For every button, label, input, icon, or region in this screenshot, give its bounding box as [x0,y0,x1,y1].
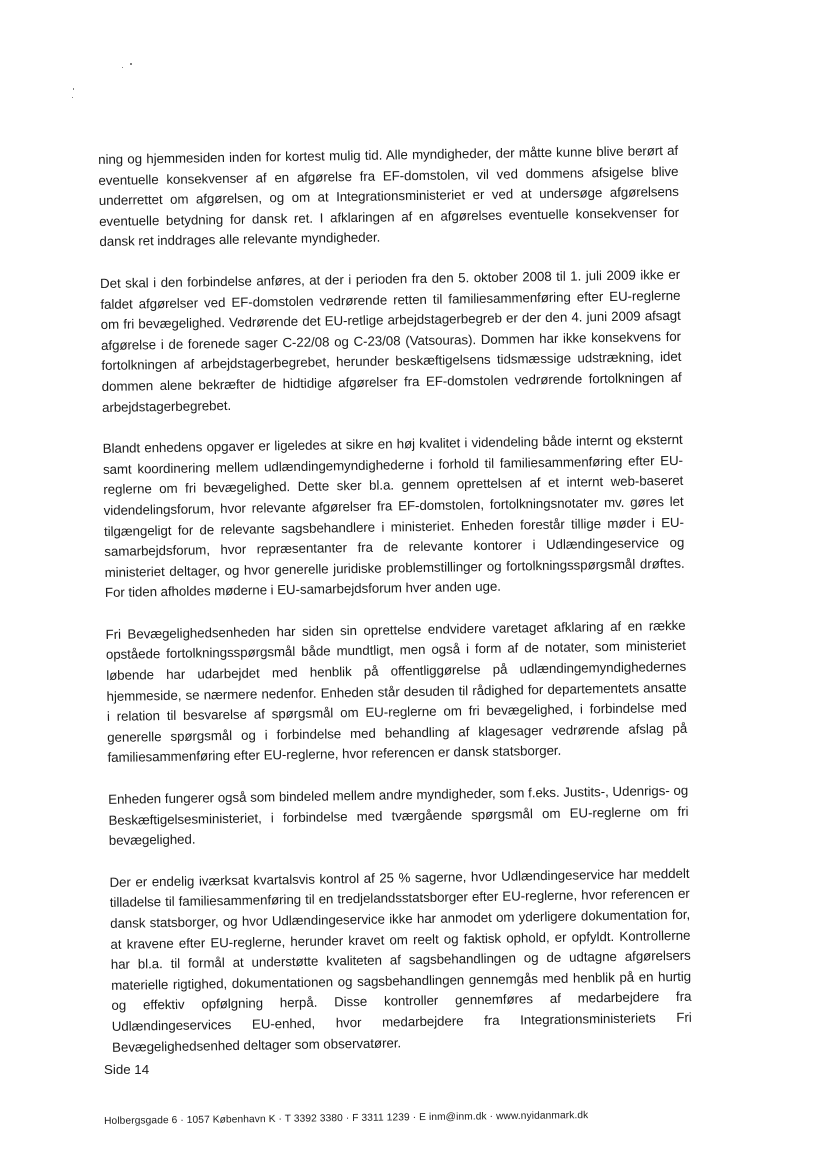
paragraph: ning og hjemmesiden inden for kortest mulig tid. Alle myndigheder, der måtte kunne blive berørt af eventuelle konsekvenser af en afgørelse fra EF-domstolen, vil ved dommens afsigelse blive underrettet om afgørelsen, og om at Integrationsministeriet er ved at undersøge afgørelsens eventuelle betydning for dansk ret. I afklaringen af en afgørelses eventuelle konsekvenser for dansk ret inddrages alle relevante myndigheder. [98,142,680,250]
page-number: Side 14 [104,1062,150,1077]
scan-speck [73,88,74,90]
paragraph: Det skal i den forbindelse anføres, at der i perioden fra den 5. oktober 2008 til 1. juli 2009 ikke er faldet afgørelser ved EF-domstolen vedrørende retten til familiesammenføring efter EU-reglerne om fri bevægelighed. Vedrørende det EU-retlige arbejdstagerbegreb er der den 4. juni 2009 afsagt afgørelse i de forenede sager C-22/08 og C-23/08 (Vatsouras). Dommen har ikke konsekvens for fortolkningen af arbejdstagerbegrebet, herunder beskæftigelsens tidsmæssige udstrækning, idet dommen alene bekræfter de hidtidige afgørelser fra EF-domstolen vedrørende fortolkningen af arbejdstagerbegrebet. [99,266,682,415]
scan-speck [122,67,123,68]
scan-speck [72,97,73,98]
footer-address: Holbergsgade 6 · 1057 København K · T 3392 3380 · F 3311 1239 · E inm@inm.dk · www.nyidanmark.dk [104,1110,589,1127]
paragraph: Der er endelig iværksat kvartalsvis kontrol af 25 % sagerne, hvor Udlændingeservice har meddelt tilladelse til familiesammenføring til en tredjelandsstatsborger efter EU-reglerne, hvor referencen er dansk statsborger, og hvor Udlændingeservice ikke har anmodet om yderligere dokumentation for, at kravene efter EU-reglerne, herunder kravet om reelt og faktisk ophold, er opfyldt. Kontrollerne har bl.a. til formål at understøtte kvaliteten af sagsbehandlingen og de udtagne afgørelsers materielle rigtighed, dokumentationen og sagsbehandlingen gennemgås med henblik på en hurtig og effektiv opfølgning herpå. Disse kontroller gennemføres af medarbejdere fra Udlændingeservices EU-enhed, hvor medarbejdere fra Integrationsministeriets Fri Bevægelighedsenhed deltager som observatører. [109,865,692,1055]
scan-specks [60,55,150,115]
paragraph: Blandt enhedens opgaver er ligeledes at sikre en høj kvalitet i videndeling både internt og eksternt samt koordinering mellem udlændingemyndighederne i forhold til familiesammenføring efter EU-reglerne om fri bevægelighed. Dette sker bl.a. gennem oprettelsen af et internt web-baseret videndelingsforum, hvor relevante afgørelser fra EF-domstolen, fortolkningsnotater mv. gøres let tilgængeligt for de relevante sagsbehandlere i ministeriet. Enheden forestår tillige møder i EU-samarbejdsforum, hvor repræsentanter fra de relevante kontorer i Udlændingeservice og ministeriet deltager, og hvor generelle juridiske problemstillinger og fortolkningsspørgsmål drøftes. For tiden afholdes møderne i EU-samarbejdsforum hver anden uge. [102,431,685,601]
paragraph: Enheden fungerer også som bindeled mellem andre myndigheder, som f.eks. Justits-, Udenrigs- og Beskæftigelsesministeriet, i forbindelse med tværgående spørgsmål om EU-reglerne om fri bevægelighed. [108,782,689,849]
paragraph: Fri Bevægelighedsenheden har siden sin oprettelse endvidere varetaget afklaring af en række opståede fortolkningsspørgsmål både mundtligt, men også i form af de notater, som ministeriet løbende har udarbejdet med henblik på offentliggørelse på udlændingemyndighedernes hjemmeside, se nærmere nedenfor. Enheden står desuden til rådighed for departementets ansatte i relation til besvarelse af spørgsmål om EU-reglerne om fri bevægelighed, i forbindelse med generelle spørgsmål og i forbindelse med behandling af klagesager vedrørende afslag på familiesammenføring efter EU-reglerne, hvor referencen er dansk statsborger. [105,617,688,766]
scan-speck [130,63,132,65]
body-text [98,141,693,1079]
